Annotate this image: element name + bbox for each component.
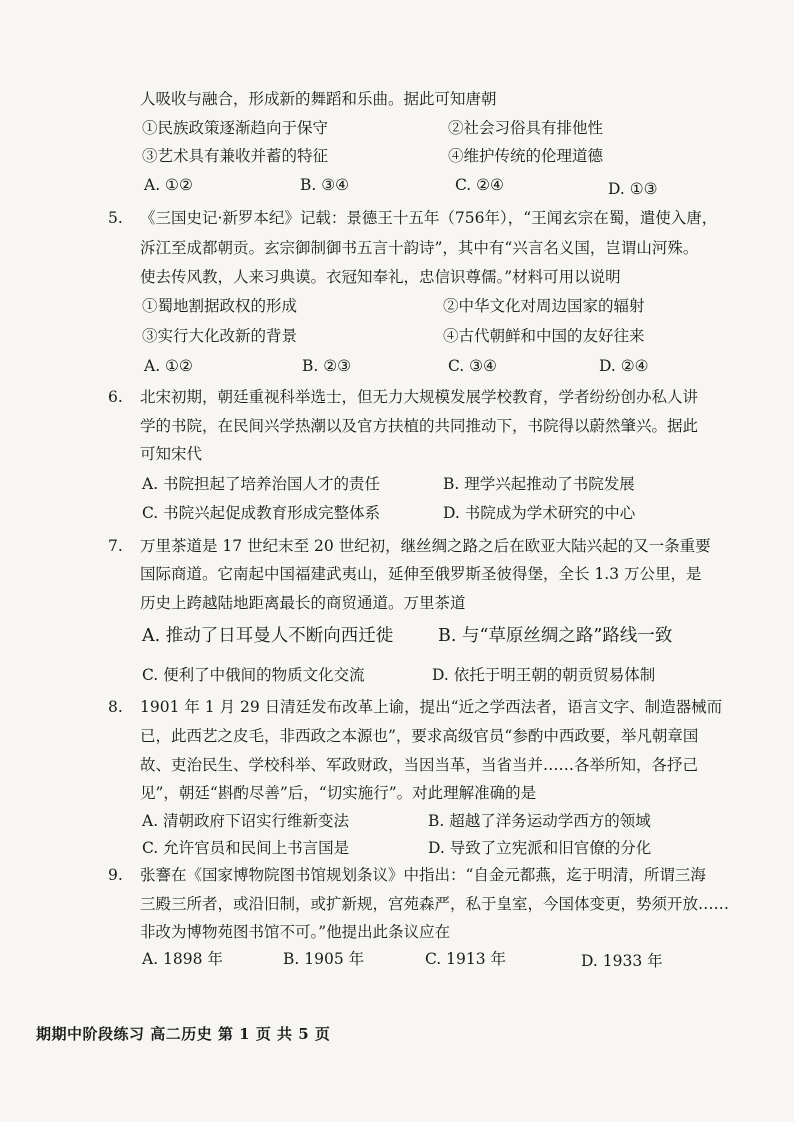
q7-stem-line-1: 万里茶道是 17 世纪末至 20 世纪初，继丝绸之路之后在欧亚大陆兴起的又一条重要 [140,537,711,555]
q5-item-1: ①蜀地割据政权的形成 [142,297,298,315]
page-footer: 期期中阶段练习 高二历史 第 1 页 共 5 页 [36,1025,331,1043]
q6-stem-line-3: 可知宋代 [140,445,203,463]
q9-option-a: A. 1898 年 [142,950,223,968]
q4-option-a: A. ①② [144,176,193,194]
q8-number: 8. [108,698,123,716]
q9-stem-line-3: 非改为博物苑图书馆不可。”他提出此条议应在 [140,923,451,941]
q6-option-c: C. 书院兴起促成教育形成完整体系 [142,504,381,522]
q5-option-b: B. ②③ [302,357,352,375]
q6-stem-line-1: 北宋初期，朝廷重视科举选士，但无力大规模发展学校教育，学者纷纷创办私人讲 [140,388,699,406]
q9-option-d: D. 1933 年 [581,952,663,970]
q6-option-a: A. 书院担起了培养治国人才的责任 [142,475,381,493]
q5-option-c: C. ③④ [448,357,497,375]
q9-stem-line-2: 三殿三所者，或沿旧制，或扩新规，宫苑森严，私于皇室，今国体变更，势须开放…… [140,895,730,913]
q4-option-b: B. ③④ [300,176,350,194]
q5-item-2: ②中华文化对周边国家的辐射 [443,297,645,315]
q8-option-a: A. 清朝政府下诏实行维新变法 [142,812,350,830]
q6-number: 6. [108,388,123,406]
q4-option-d: D. ①③ [608,180,658,198]
q8-stem-line-1: 1901 年 1 月 29 日清廷发布改革上谕，提出“近之学西法者，语言文字、制造器械而 [140,698,723,716]
q4-item-3: ③艺术具有兼收并蓄的特征 [142,147,329,165]
q6-option-b: B. 理学兴起推动了书院发展 [443,475,635,493]
q7-option-c: C. 便利了中俄间的物质文化交流 [142,666,365,684]
q7-stem-line-3: 历史上跨越陆地距离最长的商贸通道。万里茶道 [140,594,466,612]
q9-stem-line-1: 张謇在《国家博物院图书馆规划条议》中指出：“自金元都燕，迄于明清，所谓三海 [140,866,706,884]
q4-option-c: C. ②④ [455,176,504,194]
q4-item-4: ④维护传统的伦理道德 [448,147,604,165]
q4-item-2: ②社会习俗具有排他性 [448,119,604,137]
q5-stem-line-2: 泝江至成都朝贡。玄宗御制御书五言十韵诗”，其中有“兴言名义国，岂谓山河殊。 [140,239,699,257]
q6-option-d: D. 书院成为学术研究的中心 [443,504,636,522]
q8-stem-line-3: 故、吏治民生、学校科举、军政财政，当因当革，当省当并……各举所知，各抒己 [140,756,699,774]
q7-option-a: A. 推动了日耳曼人不断向西迁徙 [142,626,394,646]
q8-option-d: D. 导致了立宪派和旧官僚的分化 [428,839,652,857]
q7-stem-line-2: 国际商道。它南起中国福建武夷山，延伸至俄罗斯圣彼得堡，全长 1.3 万公里，是 [140,565,702,583]
q5-item-4: ④古代朝鲜和中国的友好往来 [443,327,645,345]
q4-stem-tail: 人吸收与融合，形成新的舞蹈和乐曲。据此可知唐朝 [140,90,497,108]
q5-option-d: D. ②④ [599,357,649,375]
q9-option-c: C. 1913 年 [425,950,507,968]
q6-stem-line-2: 学的书院，在民间兴学热潮以及官方扶植的共同推动下，书院得以蔚然肇兴。据此 [140,417,699,435]
q4-item-1: ①民族政策逐渐趋向于保守 [142,119,329,137]
q9-number: 9. [108,866,123,884]
q5-number: 5. [108,209,123,227]
q8-stem-line-2: 已，此西艺之皮毛，非西政之本源也”，要求高级官员“参酌中西政要，举凡朝章国 [140,727,699,745]
q5-stem-line-1: 《三国史记·新罗本纪》记载：景德王十五年（756年），“王闻玄宗在蜀，遣使入唐， [140,209,718,227]
q7-option-b: B. 与“草原丝绸之路”路线一致 [438,626,673,646]
q8-option-b: B. 超越了洋务运动学西方的领域 [428,812,651,830]
q5-stem-line-3: 使去传风教，人来习典谟。衣冠知奉礼，忠信识尊儒。”材料可用以说明 [140,268,621,286]
q7-option-d: D. 依托于明王朝的朝贡贸易体制 [432,666,656,684]
q8-stem-line-4: 见”，朝廷“斟酌尽善”后，“切实施行”。对此理解准确的是 [140,784,537,802]
q8-option-c: C. 允许官员和民间上书言国是 [142,839,350,857]
q5-option-a: A. ①② [144,357,193,375]
q9-option-b: B. 1905 年 [283,950,365,968]
q7-number: 7. [108,537,123,555]
q5-item-3: ③实行大化改新的背景 [142,327,298,345]
